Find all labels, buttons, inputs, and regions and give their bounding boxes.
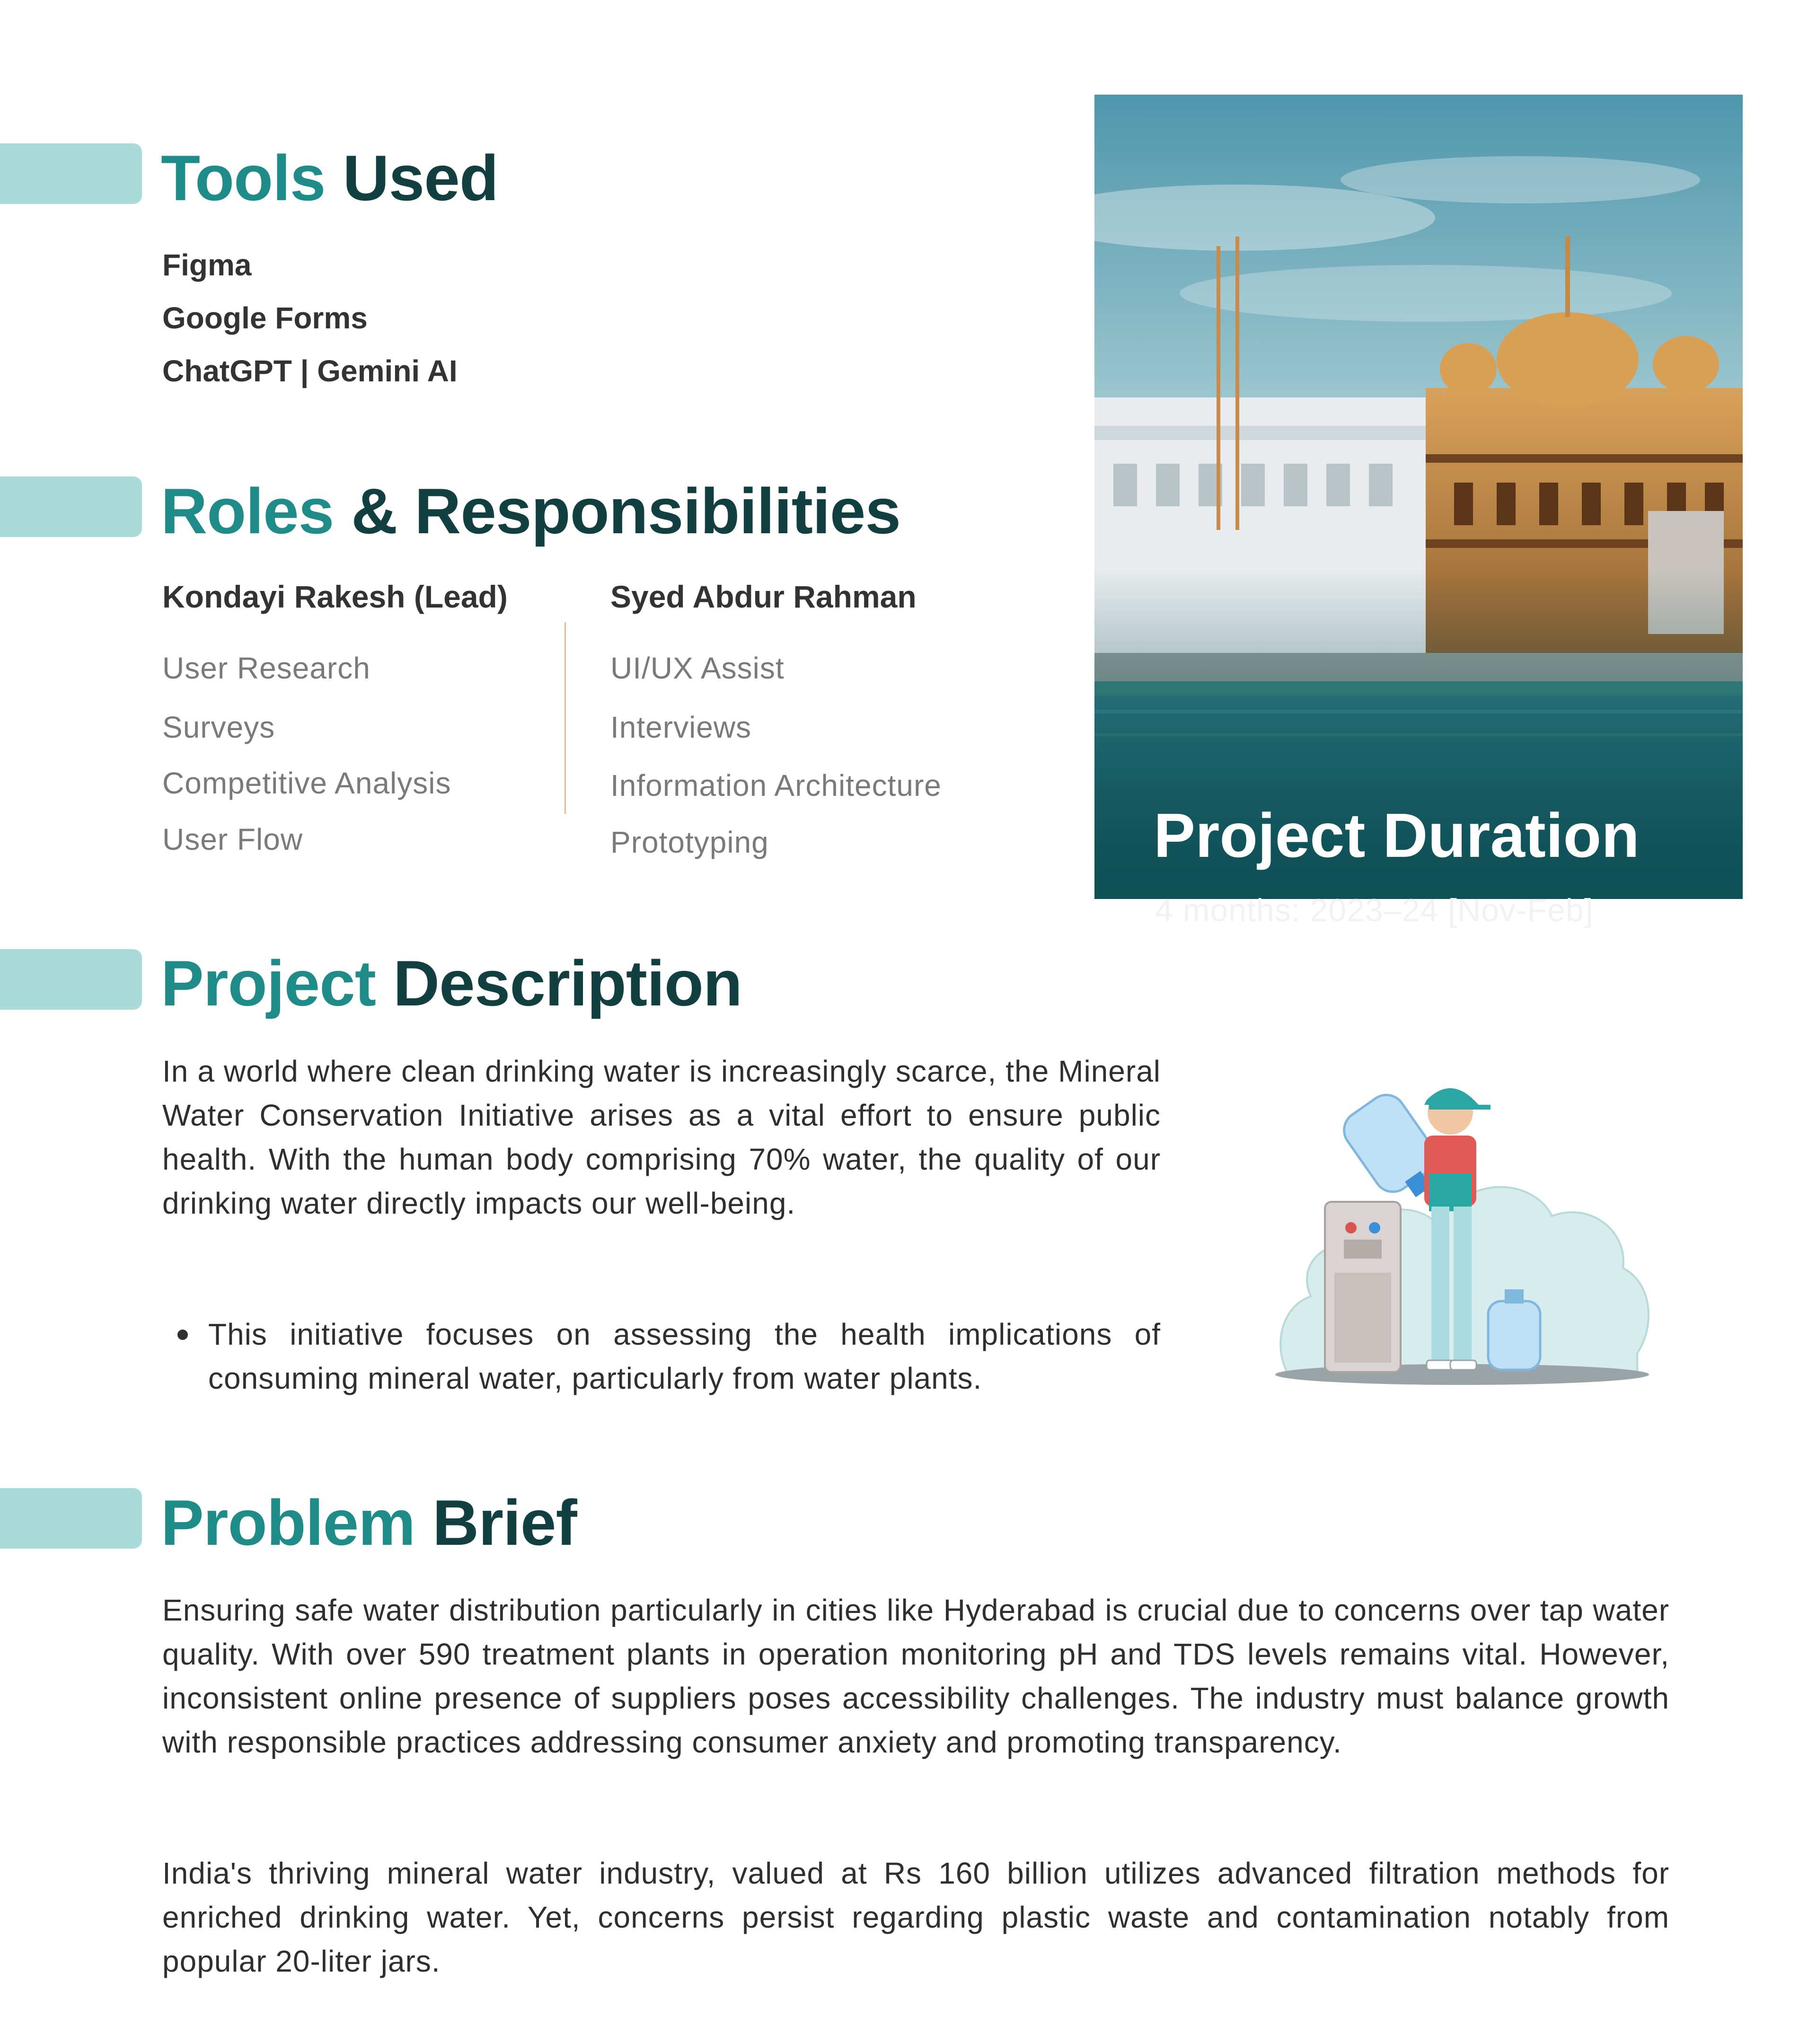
role-task: User Research bbox=[162, 651, 370, 685]
water-delivery-illustration bbox=[1268, 1060, 1656, 1391]
section-marker-description bbox=[0, 949, 142, 1010]
project-duration-title: Project Duration bbox=[1154, 801, 1640, 870]
tool-item-ai: ChatGPT | Gemini AI bbox=[162, 354, 458, 388]
roles-divider bbox=[565, 622, 566, 814]
description-heading: Project Description bbox=[161, 947, 742, 1019]
description-paragraph: In a world where clean drinking water is increasingly scarce, the Mineral Water Conservation Initiative arises as a vital effort to ensure public health. With the human body comprising 70% water, the quality of our drinking water directly impacts our well-being. bbox=[162, 1054, 1161, 1220]
section-marker-tools bbox=[0, 143, 142, 204]
role-person-name: Kondayi Rakesh (Lead) bbox=[162, 579, 508, 614]
tool-item-figma: Figma bbox=[162, 248, 252, 282]
role-task: Interviews bbox=[610, 710, 752, 744]
section-marker-problem bbox=[0, 1488, 142, 1549]
description-bullet: This initiative focuses on assessing the health implications of consuming mineral water, particularly from water plants. bbox=[208, 1317, 1161, 1395]
project-duration-card bbox=[1094, 95, 1743, 928]
role-task: Prototyping bbox=[610, 825, 769, 859]
section-marker-roles bbox=[0, 476, 142, 537]
golden-temple-photo bbox=[1094, 95, 1743, 899]
role-person-name: Syed Abdur Rahman bbox=[610, 579, 917, 614]
project-duration-dates: 4 months: 2023–24 [Nov-Feb] bbox=[1155, 892, 1594, 928]
role-task: User Flow bbox=[162, 822, 303, 856]
role-task: UI/UX Assist bbox=[610, 651, 785, 685]
bullet-dot bbox=[177, 1330, 188, 1340]
roles-heading: Roles & Responsibilities bbox=[161, 475, 901, 547]
tool-item-google-forms: Google Forms bbox=[162, 301, 368, 335]
role-task: Competitive Analysis bbox=[162, 766, 451, 800]
tools-heading: Tools Used bbox=[161, 142, 498, 214]
role-task: Surveys bbox=[162, 710, 275, 744]
problem-paragraph-2: India's thriving mineral water industry, valued at Rs 160 billion utilizes advanced filtration methods for enriched drinking water. Yet, concerns persist regarding plastic waste and contamination notably from popular 20-liter jars. bbox=[162, 1856, 1669, 1978]
role-task: Information Architecture bbox=[610, 768, 942, 802]
problem-paragraph-1: Ensuring safe water distribution particularly in cities like Hyderabad is crucial due to concerns over tap water quality. With over 590 treatment plants in operation monitoring pH and TDS levels remains vital. However, inconsistent online presence of suppliers poses accessibility challenges. The industry must balance growth with responsible practices addressing consumer anxiety and promoting transparency. bbox=[162, 1593, 1669, 1759]
problem-heading: Problem Brief bbox=[161, 1487, 577, 1559]
